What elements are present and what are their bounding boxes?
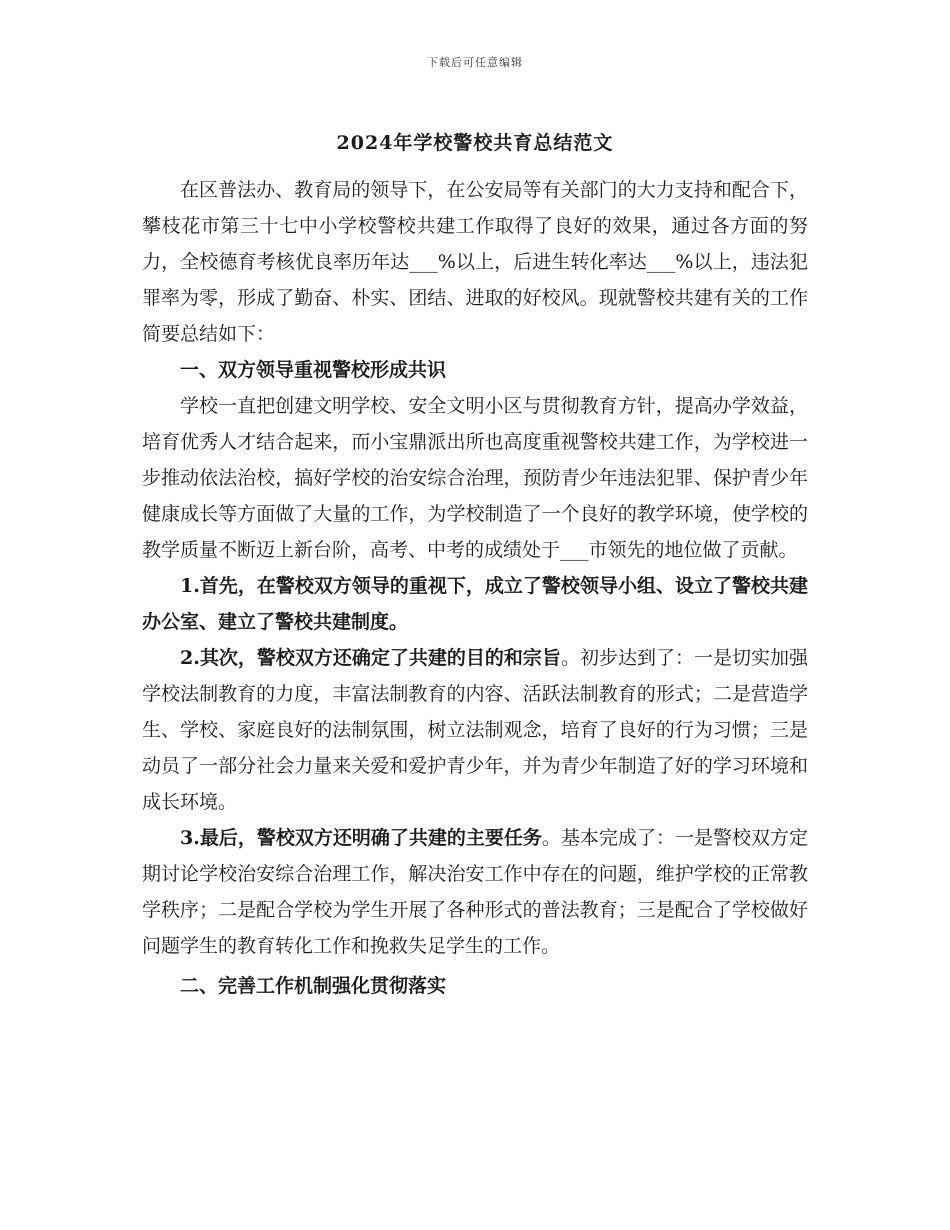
section-heading-2: 二、完善工作机制强化贯彻落实 xyxy=(180,975,447,997)
item-2-lead: 2.其次，警校双方还确定了共建的目的和宗旨 xyxy=(180,647,561,669)
item-1-paragraph: 1.首先，在警校双方领导的重视下，成立了警校领导小组、设立了警校共建办公室、建立了警校共建制度。 xyxy=(142,575,808,633)
item-2-text: 。初步达到了：一是切实加强学校法制教育的力度，丰富法制教育的内容、活跃法制教育的形式；二是营造学生、学校、家庭良好的法制氛围，树立法制观念，培育了良好的行为习惯；三是动员了一部分社会力量来关爱和爱护青少年，并为青少年制造了好的学习环境和成长环境。 xyxy=(142,647,808,813)
intro-paragraph: 在区普法办、教育局的领导下，在公安局等有关部门的大力支持和配合下，攀枝花市第三十七中小学校警校共建工作取得了良好的效果，通过各方面的努力，全校德育考核优良率历年达___%以上，后进生转化率达___%以上，违法犯罪率为零，形成了勤奋、朴实、团结、进取的好校风。现就警校共建有关的工作简要总结如下： xyxy=(142,179,808,345)
item-3-paragraph xyxy=(142,820,808,964)
item-3-lead: 3.最后，警校双方还明确了共建的主要任务 xyxy=(180,827,542,849)
document-body xyxy=(142,172,808,1004)
item-2-paragraph xyxy=(142,640,808,820)
section-heading-1: 一、双方领导重视警校形成共识 xyxy=(180,359,447,381)
item-3-text: 。基本完成了：一是警校双方定期讨论学校治安综合治理工作，解决治安工作中存在的问题，维护学校的正常教学秩序；二是配合学校为学生开展了各种形式的普法教育；三是配合了学校做好问题学生的教育转化工作和挽救失足学生的工作。 xyxy=(142,827,808,957)
document-title: 2024年学校警校共育总结范文 xyxy=(336,132,614,154)
section-1-paragraph: 学校一直把创建文明学校、安全文明小区与贯彻教育方针，提高办学效益，培育优秀人才结合起来，而小宝鼎派出所也高度重视警校共建工作，为学校进一步推动依法治校，搞好学校的治安综合治理，预防青少年违法犯罪、保护青少年健康成长等方面做了大量的工作，为学校制造了一个良好的教学环境，使学校的教学质量不断迈上新台阶，高考、中考的成绩处于___市领先的地位做了贡献。 xyxy=(142,395,808,561)
header-note: 下载后可任意编辑 xyxy=(427,56,523,69)
